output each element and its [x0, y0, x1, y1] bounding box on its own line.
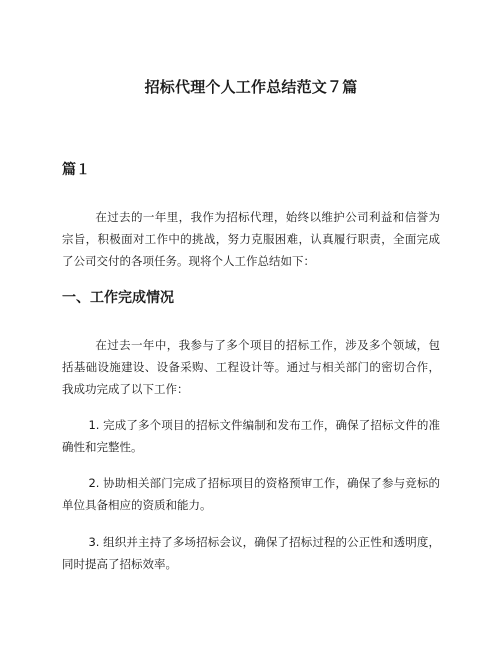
list-item: 3. 组织并主持了多场招标会议，确保了招标过程的公正性和透明度，同时提高了招标效率。 [62, 535, 440, 571]
intro-paragraph: 在过去的一年里，我作为招标代理，始终以维护公司利益和信誉为宗旨，积极面对工作中的挑战，努力克服困难，认真履行职责，全面完成了公司交付的各项任务。现将个人工作总结如下： [62, 210, 440, 268]
section-paragraph: 在过去一年中，我参与了多个项目的招标工作，涉及多个领域，包括基础设施建设、设备采购、工程设计等。通过与相关部门的密切合作，我成功完成了以下工作： [62, 338, 440, 396]
section-heading: 一、工作完成情况 [62, 290, 174, 306]
part-heading: 篇１ [62, 162, 90, 178]
list-item: 2. 协助相关部门完成了招标项目的资格预审工作，确保了参与竞标的单位具备相应的资质和能力。 [62, 476, 440, 512]
list-item: 1. 完成了多个项目的招标文件编制和发布工作，确保了招标文件的准确性和完整性。 [62, 418, 440, 454]
document-title: 招标代理个人工作总结范文７篇 [144, 78, 358, 96]
